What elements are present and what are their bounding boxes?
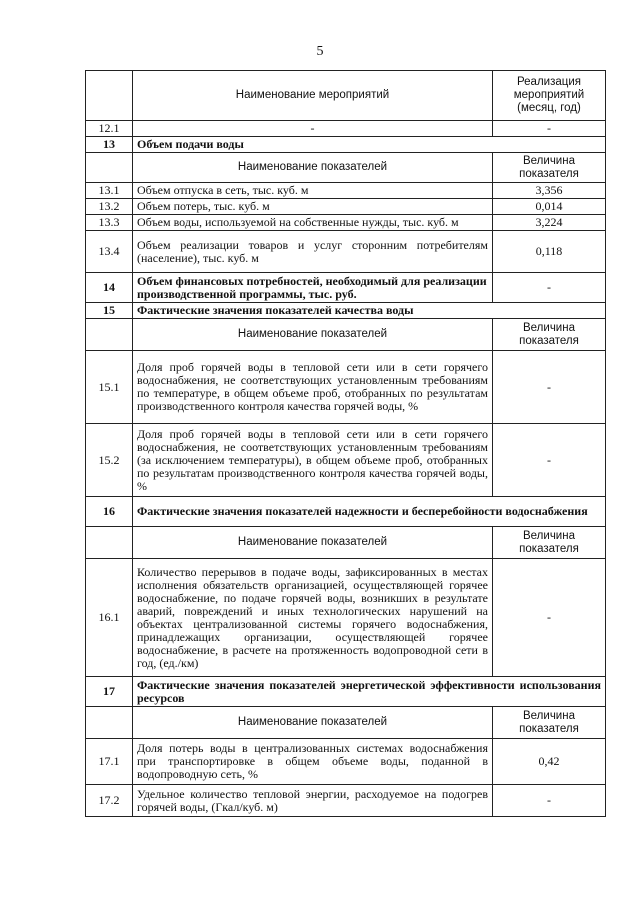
table-row [86, 559, 606, 677]
row-number: 17.2 [86, 785, 133, 817]
row-name: Доля проб горячей воды в тепловой сети или в сети горячего водоснабжения, не соответствующих установленным требованиям (за исключением температуры), в общем объеме проб, отобранных по результатам производственного контроля качества горячей воды, % [133, 424, 493, 497]
section-row [86, 303, 606, 319]
subheader-name-cell: Наименование показателей [133, 527, 493, 559]
section-title: Фактические значения показателей энергетической эффективности использования ресурсов [133, 677, 606, 707]
header-name-cell: Наименование мероприятий [133, 71, 493, 121]
subheader-row [86, 527, 606, 559]
table-row [86, 231, 606, 273]
row-value: - [493, 785, 606, 817]
table-row [86, 351, 606, 424]
row-value: - [493, 424, 606, 497]
table-row [86, 785, 606, 817]
table-header-row [86, 71, 606, 121]
row-number: 12.1 [86, 121, 133, 137]
row-value: 3,356 [493, 183, 606, 199]
subheader-num-cell [86, 319, 133, 351]
row-value: 0,42 [493, 739, 606, 785]
page-number: 5 [316, 44, 324, 59]
table-row [86, 183, 606, 199]
subheader-value-cell: Величина показателя [493, 319, 606, 351]
table-row [86, 199, 606, 215]
table-row [86, 121, 606, 137]
subheader-num-cell [86, 153, 133, 183]
section-row [86, 497, 606, 527]
row-name: - [133, 121, 493, 137]
row-number: 17.1 [86, 739, 133, 785]
row-value: - [493, 559, 606, 677]
subheader-num-cell [86, 707, 133, 739]
section-number: 17 [86, 677, 133, 707]
section-number: 14 [86, 273, 133, 303]
row-number: 13.1 [86, 183, 133, 199]
section-row [86, 137, 606, 153]
section-title: Фактические значения показателей надежности и бесперебойности водоснабжения [133, 497, 606, 527]
row-value: 0,014 [493, 199, 606, 215]
subheader-name-cell: Наименование показателей [133, 319, 493, 351]
row-name: Количество перерывов в подаче воды, зафиксированных в местах исполнения обязательств организацией, осуществляющей горячее водоснабжение, по подаче горячей воды, возникших в результате аварий, повреждений и иных технологических нарушений на объектах централизованной системы горячего водоснабжения, принадлежащих организации, осуществляющей горячее водоснабжение, в расчете на протяженность водопроводной сети в год, (ед./км) [133, 559, 493, 677]
subheader-row [86, 319, 606, 351]
section-number: 15 [86, 303, 133, 319]
subheader-value-cell: Величина показателя [493, 527, 606, 559]
section-row [86, 677, 606, 707]
row-name: Объем реализации товаров и услуг сторонним потребителям (население), тыс. куб. м [133, 231, 493, 273]
section-row [86, 273, 606, 303]
program-table [85, 70, 606, 817]
row-number: 16.1 [86, 559, 133, 677]
subheader-row [86, 153, 606, 183]
section-title: Объем финансовых потребностей, необходимый для реализации производственной программы, тыс. руб. [133, 273, 493, 303]
subheader-value-cell: Величина показателя [493, 153, 606, 183]
table-row [86, 215, 606, 231]
row-name: Доля потерь воды в централизованных системах водоснабжения при транспортировке в общем объеме воды, поданной в водопроводную сеть, % [133, 739, 493, 785]
row-number: 13.3 [86, 215, 133, 231]
row-number: 15.1 [86, 351, 133, 424]
row-number: 13.4 [86, 231, 133, 273]
table-row [86, 739, 606, 785]
section-value: - [493, 273, 606, 303]
header-value-cell: Реализация мероприятий (месяц, год) [493, 71, 606, 121]
subheader-name-cell: Наименование показателей [133, 707, 493, 739]
row-name: Объем отпуска в сеть, тыс. куб. м [133, 183, 493, 199]
row-value: 0,118 [493, 231, 606, 273]
section-number: 16 [86, 497, 133, 527]
row-name: Удельное количество тепловой энергии, расходуемое на подогрев горячей воды, (Гкал/куб. м) [133, 785, 493, 817]
subheader-name-cell: Наименование показателей [133, 153, 493, 183]
section-title: Фактические значения показателей качества воды [133, 303, 606, 319]
row-value: - [493, 351, 606, 424]
subheader-value-cell: Величина показателя [493, 707, 606, 739]
row-name: Доля проб горячей воды в тепловой сети или в сети горячего водоснабжения, не соответствующих установленным требованиям по температуре, в общем объеме проб, отобранных по результатам производственного контроля качества горячей воды, % [133, 351, 493, 424]
row-name: Объем потерь, тыс. куб. м [133, 199, 493, 215]
section-number: 13 [86, 137, 133, 153]
header-num-cell [86, 71, 133, 121]
subheader-row [86, 707, 606, 739]
row-value: 3,224 [493, 215, 606, 231]
row-number: 13.2 [86, 199, 133, 215]
row-number: 15.2 [86, 424, 133, 497]
section-title: Объем подачи воды [133, 137, 606, 153]
row-value: - [493, 121, 606, 137]
table-row [86, 424, 606, 497]
row-name: Объем воды, используемой на собственные нужды, тыс. куб. м [133, 215, 493, 231]
subheader-num-cell [86, 527, 133, 559]
